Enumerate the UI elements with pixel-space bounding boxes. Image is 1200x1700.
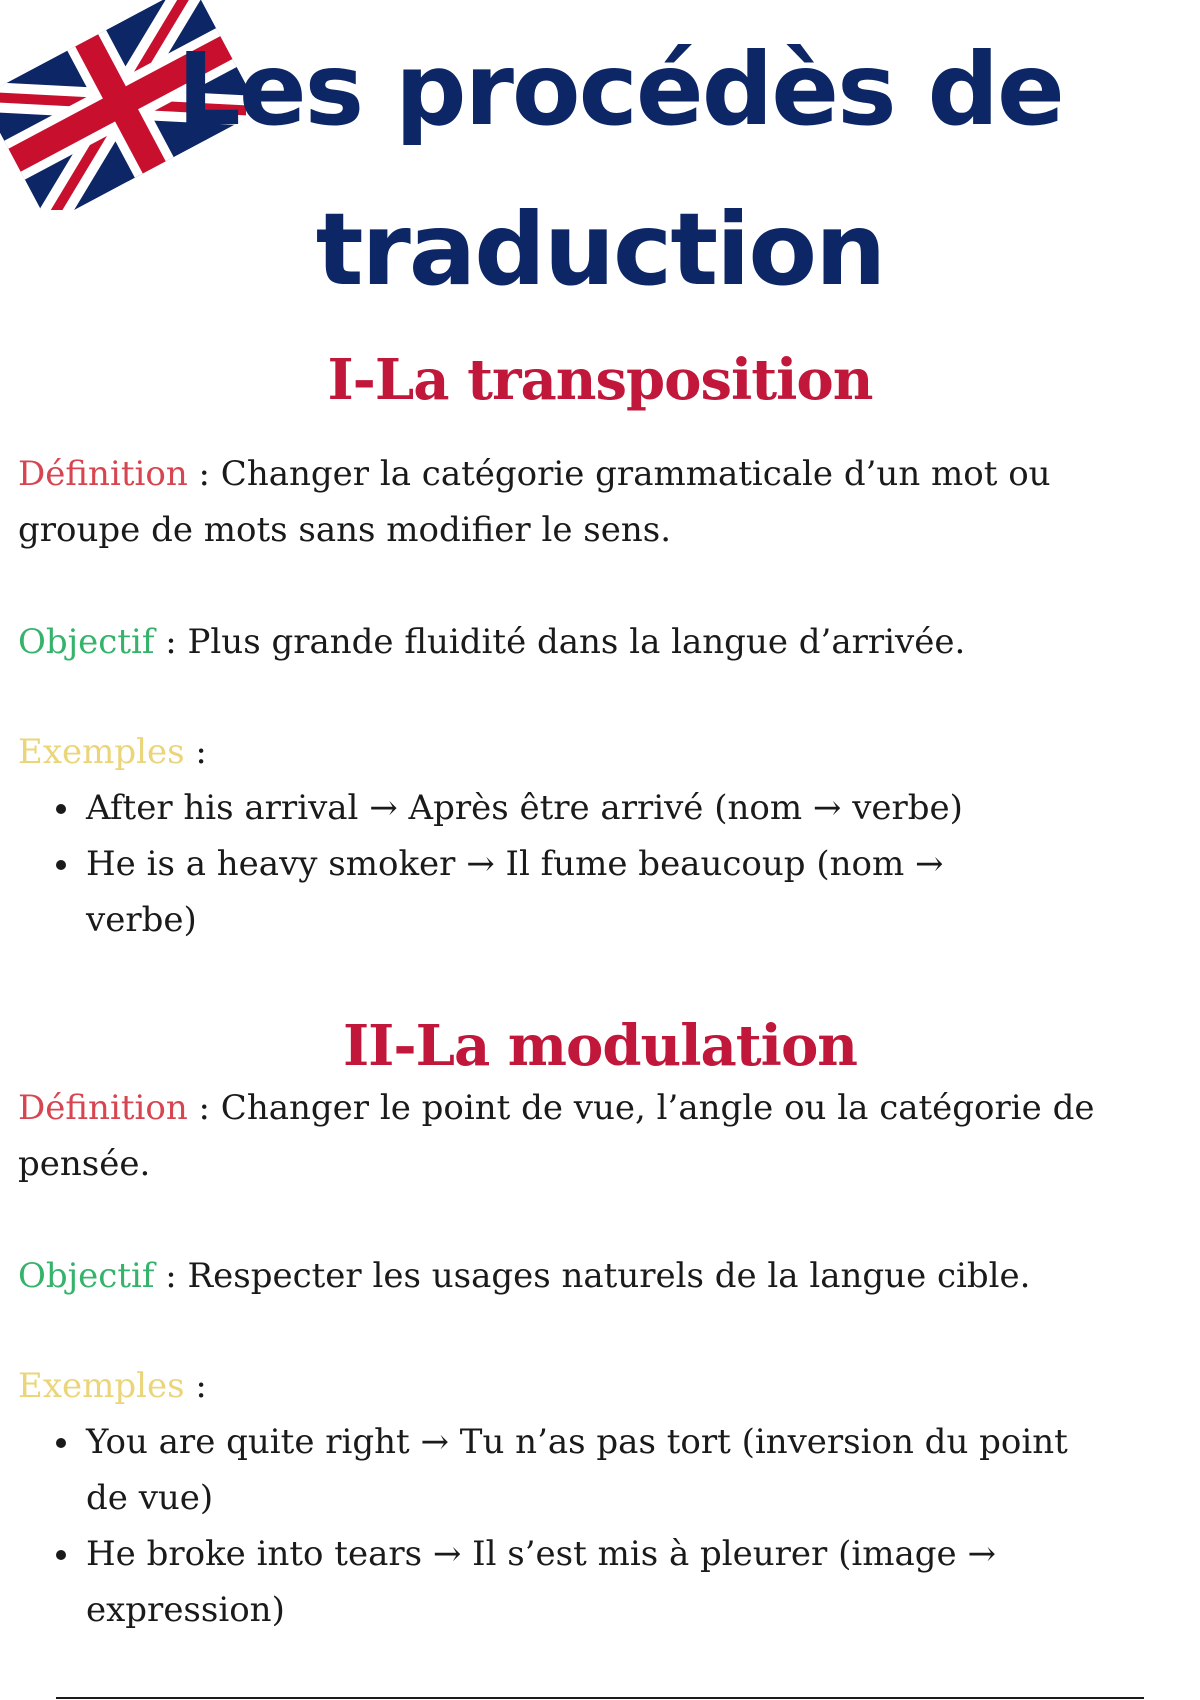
list-item: He broke into tears → Il s’est mis à pleurer (image → expression) [86,1526,1186,1638]
definition-transposition [18,446,1118,558]
examples-list-modulation [0,1414,1186,1638]
section-heading-modulation: II-La modulation [342,1013,858,1079]
objective-transposition [18,614,1118,670]
divider [56,1697,1144,1699]
examples-heading-modulation [18,1358,1118,1414]
definition-label: Définition [18,454,188,494]
list-item: After his arrival → Après être arrivé (nom → verbe) [86,780,1186,836]
examples-label: Exemples [18,1366,185,1406]
examples-suffix: : [184,1366,207,1406]
definition-label: Définition [18,1088,188,1128]
list-item: He is a heavy smoker → Il fume beaucoup (nom → verbe) [86,836,1186,948]
definition-text: : Changer le point de vue, l’angle ou la catégorie de pensée. [18,1088,1095,1184]
objective-modulation [18,1248,1118,1304]
examples-list-transposition [0,780,1186,948]
definition-modulation [18,1080,1118,1192]
examples-heading-transposition [18,724,1118,780]
objective-text: : Respecter les usages naturels de la langue cible. [154,1256,1031,1296]
examples-label: Exemples [18,732,185,772]
objective-label: Objectif [18,622,155,662]
objective-text: : Plus grande fluidité dans la langue d’arrivée. [154,622,966,662]
objective-label: Objectif [18,1256,155,1296]
section-heading-transposition: I-La transposition [327,347,873,413]
examples-suffix: : [184,732,207,772]
definition-text: : Changer la catégorie grammaticale d’un mot ou groupe de mots sans modifier le sens. [18,454,1051,550]
page-title-line-1: Les procédès de [177,31,1063,148]
list-item: You are quite right → Tu n’as pas tort (inversion du point de vue) [86,1414,1186,1526]
page-title-line-2: traduction [315,191,885,308]
